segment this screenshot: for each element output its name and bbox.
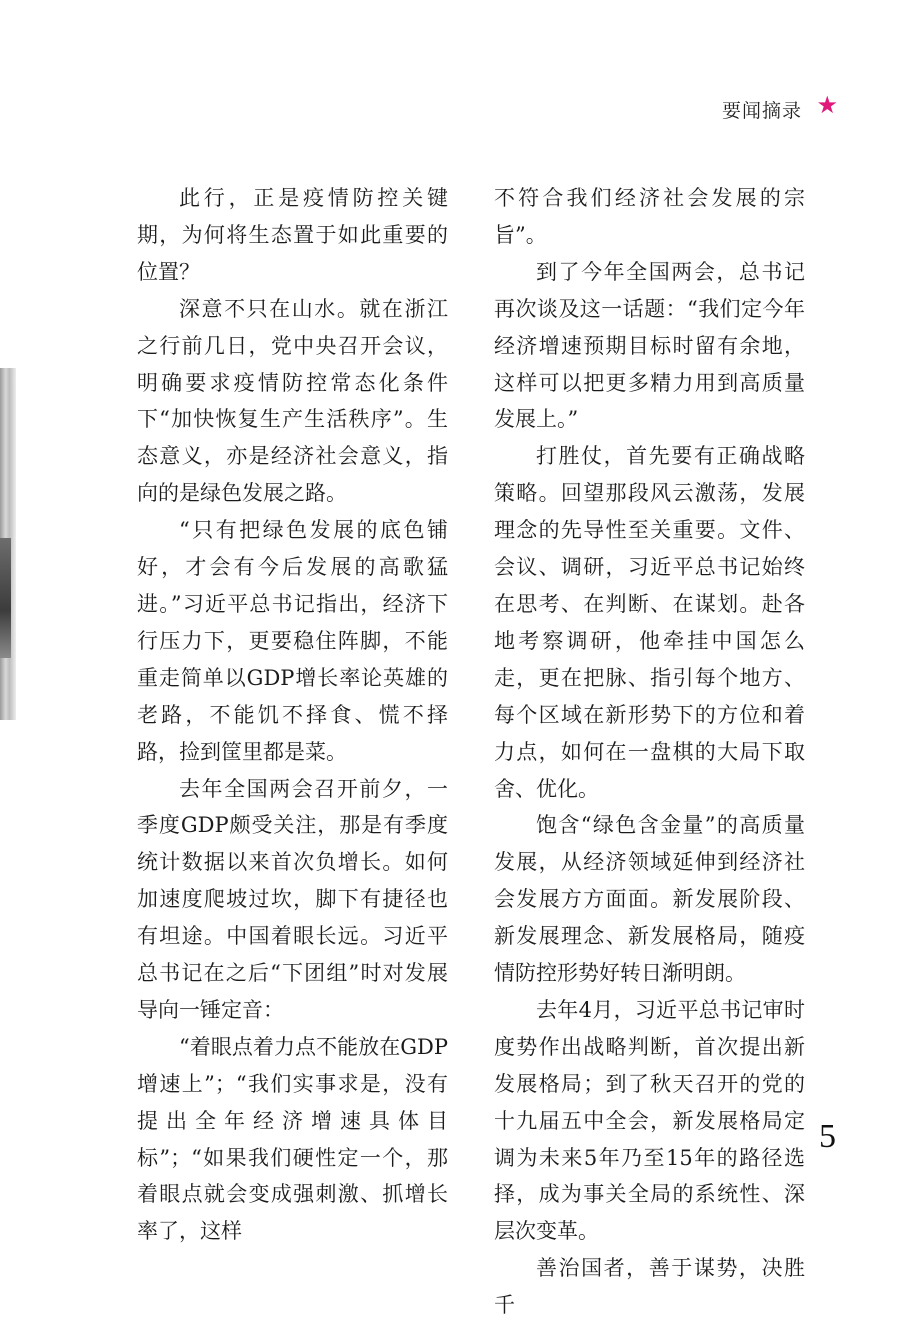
- paragraph: 此行，正是疫情防控关键期，为何将生态置于如此重要的位置？: [137, 186, 448, 284]
- paragraph: 打胜仗，首先要有正确战略策略。回望那段风云激荡，发展理念的先导性至关重要。文件、会议、调研，习近平总书记始终在思考、在判断、在谋划。赴各地考察调研，他牵挂中国怎么走，更在把脉、指引每个地方、每个区域在新形势下的方位和着力点，如何在一盘棋的大局下取舍、优化。: [494, 444, 805, 801]
- section-title: 要闻摘录: [721, 100, 802, 122]
- star-icon: ★: [816, 91, 838, 119]
- paragraph: 饱含“绿色含金量”的高质量发展，从经济领域延伸到经济社会发展方方面面。新发展阶段、新发展理念、新发展格局，随疫情防控形势好转日渐明朗。: [494, 813, 805, 986]
- page-number: 5: [819, 1118, 836, 1155]
- paragraph: 深意不只在山水。就在浙江之行前几日，党中央召开会议，明确要求疫情防控常态化条件下“加快恢复生产生活秩序”。生态意义，亦是经济社会意义，指向的是绿色发展之路。: [137, 296, 448, 506]
- paragraph: “只有把绿色发展的底色铺好，才会有今后发展的高歌猛进。”习近平总书记指出，经济下行压力下，更要稳住阵脚，不能重走简单以GDP增长率论英雄的老路，不能饥不择食、慌不择路，捡到筐里都是菜。: [137, 518, 448, 764]
- right-column: [494, 180, 805, 1324]
- paragraph: 善治国者，善于谋势，决胜千: [494, 1256, 805, 1318]
- paragraph: 去年全国两会召开前夕，一季度GDP颇受关注，那是有季度统计数据以来首次负增长。如何加速度爬坡过坎，脚下有捷径也有坦途。中国着眼长远。习近平总书记在之后“下团组”时对发展导向一锤定音：: [137, 776, 448, 1022]
- left-column: [137, 180, 448, 1250]
- paragraph: 到了今年全国两会，总书记再次谈及这一话题：“我们定今年经济增速预期目标时留有余地，这样可以把更多精力用到高质量发展上。”: [494, 259, 805, 432]
- paragraph: “着眼点着力点不能放在GDP增速上”；“我们实事求是，没有提出全年经济增速具体目标”；“如果我们硬性定一个，那着眼点就会变成强刺激、抓增长率了，这样: [137, 1034, 448, 1244]
- photo-edge: [0, 368, 16, 720]
- paragraph: 去年4月，习近平总书记审时度势作出战略判断，首次提出新发展格局；到了秋天召开的党的十九届五中全会，新发展格局定调为未来5年乃至15年的路径选择，成为事关全局的系统性、深层次变革。: [494, 997, 805, 1244]
- paragraph: 不符合我们经济社会发展的宗旨”。: [494, 186, 805, 247]
